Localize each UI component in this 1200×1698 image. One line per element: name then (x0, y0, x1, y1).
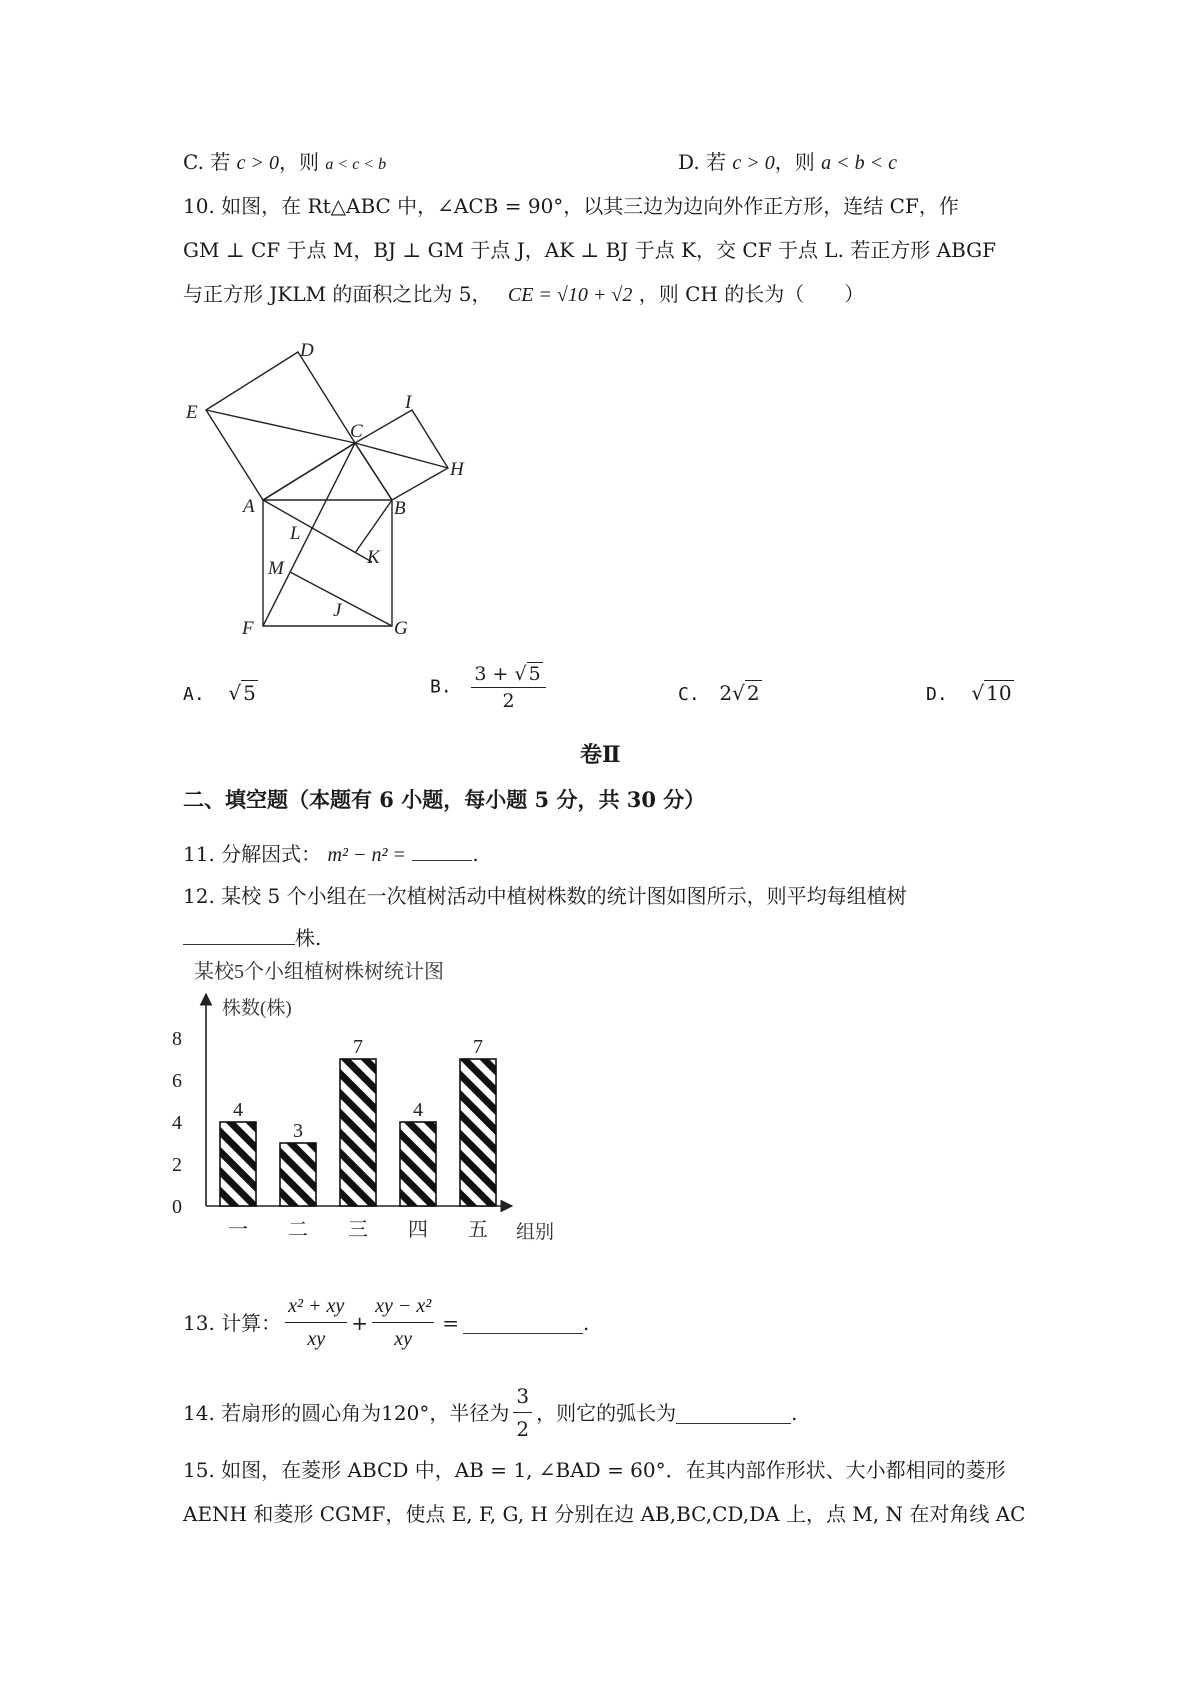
ce-expression: CE = √10 + √2 (507, 284, 633, 306)
q14-answer-blank[interactable] (676, 1401, 791, 1424)
q14: 14. 若扇形的圆心角为120°，半径为 $\frac{3}{2}$ ，则它的弧长为 . (183, 1384, 798, 1441)
bar-value-label: 3 (293, 1120, 303, 1142)
x-tick-label: 三 (348, 1219, 368, 1241)
y-tick-label: 0 (172, 1196, 182, 1218)
y-tick-label: 2 (172, 1154, 182, 1176)
x-tick-label: 一 (228, 1219, 248, 1241)
chart-title: 某校5个小组植树株树统计图 (194, 961, 444, 983)
q15-line-1: 15. 如图，在菱形 ABCD 中，AB = 1, ∠BAD = 60°．在其内部作形状、大小都相同的菱形 (183, 1458, 1006, 1482)
chart-xlabel: 组别 (516, 1222, 555, 1243)
label-l: L (290, 523, 301, 544)
q13-answer-blank[interactable] (463, 1311, 583, 1334)
label-d: D (300, 340, 314, 361)
q10-option-a: A. √ 5 (183, 681, 256, 705)
q12-line-1: 12. 某校 5 个小组在一次植树活动中植树株数的统计图如图所示，则平均每组植树 (183, 884, 907, 908)
label-j: J (333, 600, 342, 621)
label-i: I (405, 392, 412, 413)
section-heading: 二、填空题（本题有 6 小题，每小题 5 分，共 30 分） (183, 787, 706, 812)
bar-chart (172, 958, 600, 1248)
q10-option-c: C. 2√ 2 (678, 681, 760, 705)
y-tick-label: 4 (172, 1112, 182, 1134)
q10-option-d: D. √ 10 (926, 681, 1012, 705)
q10-line-3: 与正方形 JKLM 的面积之比为 5， CE = √10 + √2 ，则 CH 的长为（ ） (183, 282, 865, 306)
y-tick-label: 8 (172, 1028, 182, 1050)
x-tick-label: 二 (288, 1219, 308, 1241)
bar-value-label: 7 (473, 1036, 483, 1058)
q12-answer-blank[interactable] (183, 944, 295, 945)
bar-value-label: 7 (353, 1036, 363, 1058)
q10-line-2: GM ⊥ CF 于点 M，BJ ⊥ GM 于点 J，AK ⊥ BJ 于点 K，交 CF 于点 L. 若正方形 ABGF (183, 238, 997, 262)
bar (340, 1059, 376, 1206)
label-f: F (242, 618, 254, 639)
label-k: K (367, 547, 380, 568)
section-title: 卷Ⅱ (580, 742, 621, 768)
q11: 11. 分解因式： m² − n² = . (183, 842, 479, 866)
q10-line-1: 10. 如图，在 Rt△ABC 中，∠ACB = 90°，以其三边为边向外作正方形，连结 CF，作 (183, 194, 959, 218)
label-g: G (394, 618, 408, 639)
x-tick-label: 四 (408, 1219, 428, 1241)
q9-option-c: C. 若 c > 0，则 a < c < b (183, 150, 387, 174)
q15-line-2: AENH 和菱形 CGMF，使点 E, F, G, H 分别在边 AB,BC,CD,DA 上，点 M, N 在对角线 AC (183, 1502, 1026, 1526)
label-m: M (268, 558, 284, 579)
label-a: A (243, 496, 255, 517)
label-c: C (350, 421, 363, 442)
bar-value-label: 4 (233, 1099, 243, 1121)
bar (400, 1122, 436, 1206)
bar (460, 1059, 496, 1206)
geometry-figure (180, 330, 470, 640)
bar (220, 1122, 256, 1206)
q9-option-d: D. 若 c > 0，则 a < b < c (678, 150, 898, 174)
label-e: E (186, 402, 198, 423)
y-tick-label: 6 (172, 1070, 182, 1092)
x-tick-label: 五 (468, 1219, 488, 1241)
chart-ylabel: 株数(株) (222, 998, 292, 1019)
q11-answer-blank[interactable] (412, 860, 472, 861)
label-b: B (394, 498, 406, 519)
label-h: H (450, 459, 464, 480)
q13: 13. 计算： $\frac{\text{x² + xy}}{xy}$ + $\frac{\text{xy − x²}}{xy}$ = . (183, 1292, 589, 1353)
bar-value-label: 4 (413, 1099, 423, 1121)
bar (280, 1143, 316, 1206)
q10-option-b: B. 3 + √ 5 2 (430, 662, 550, 712)
q12-line-2: 株. (183, 924, 321, 952)
